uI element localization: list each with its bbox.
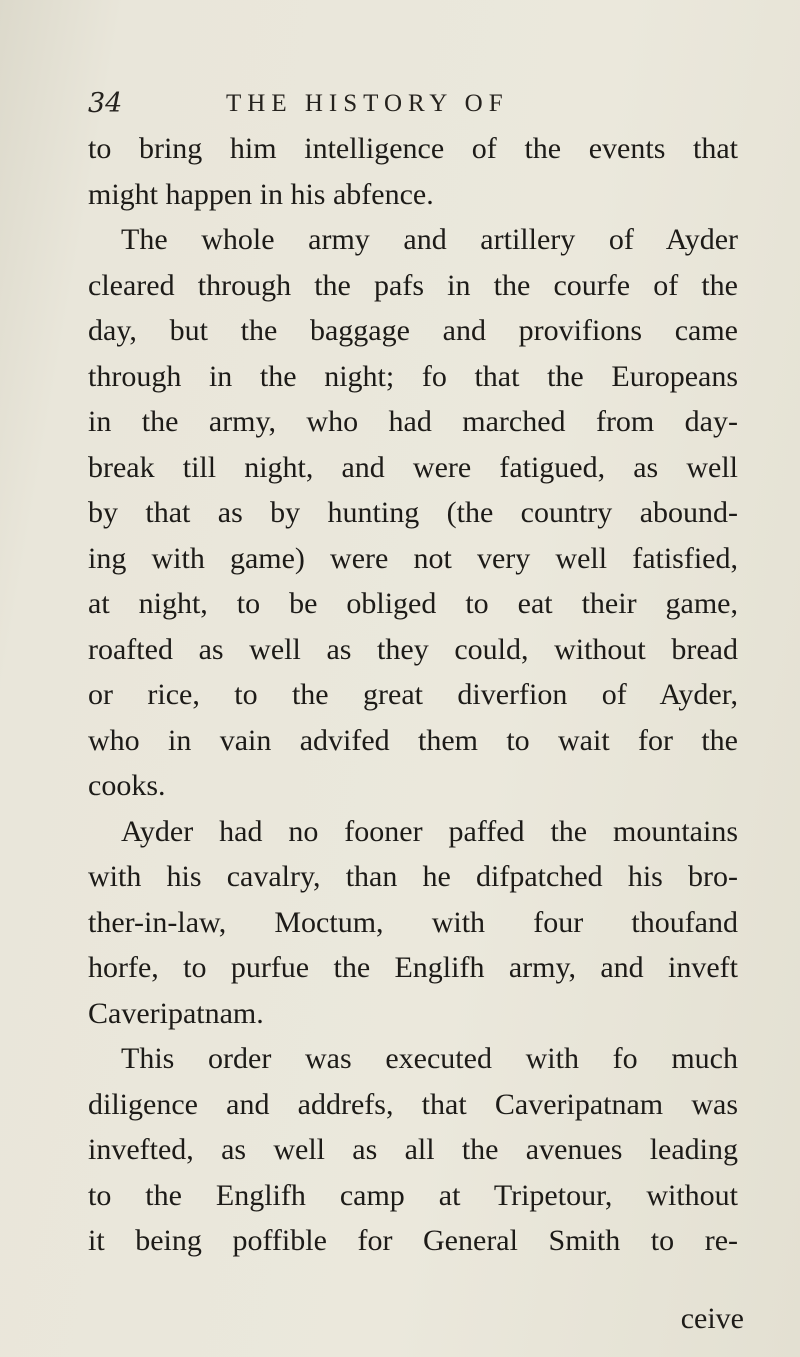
text-line: cleared through the pafs in the courfe of the: [88, 268, 738, 302]
text-line: might happen in his abfence.: [88, 177, 434, 211]
page-number: 34: [88, 88, 123, 119]
text-line: This order was executed with fo much: [121, 1042, 738, 1075]
text-line: Ayder had no fooner paffed the mountains: [121, 814, 738, 848]
text-line: horfe, to purfue the Englifh army, and inveft: [88, 951, 738, 984]
text-line: diligence and addrefs, that Caveripatnam was: [88, 1087, 738, 1121]
text-line: by that as by hunting (the country abound-: [88, 496, 738, 529]
text-line: Caveripatnam.: [88, 996, 264, 1030]
text-line: break till night, and were fatigued, as well: [88, 450, 738, 484]
text-line: to bring him intelligence of the events that: [88, 132, 738, 165]
text-line: it being poffible for General Smith to re-: [88, 1224, 738, 1257]
text-line: day, but the baggage and provifions came: [88, 314, 738, 347]
text-line: through in the night; fo that the Europeans: [88, 359, 738, 393]
text-line: ther-in-law, Moctum, with four thoufand: [88, 905, 738, 939]
text-line: cooks.: [88, 769, 166, 802]
text-line: in the army, who had marched from day-: [88, 405, 738, 438]
body-text: [88, 126, 738, 1264]
running-head: [88, 88, 748, 128]
text-line: with his cavalry, than he difpatched his bro-: [88, 860, 738, 893]
text-line: who in vain advifed them to wait for the: [88, 723, 738, 757]
text-line: at night, to be obliged to eat their game,: [88, 587, 738, 620]
text-line: ing with game) were not very well fatisfied,: [88, 541, 738, 575]
text-line: roafted as well as they could, without bread: [88, 632, 738, 666]
running-head-title: THE HISTORY OF: [226, 90, 509, 117]
text-line: to the Englifh camp at Tripetour, without: [88, 1178, 738, 1212]
text-line: or rice, to the great diverfion of Ayder,: [88, 678, 738, 711]
text-line: The whole army and artillery of Ayder: [121, 223, 738, 256]
text-line: invefted, as well as all the avenues leading: [88, 1133, 738, 1166]
catchword: ceive: [680, 1302, 744, 1335]
